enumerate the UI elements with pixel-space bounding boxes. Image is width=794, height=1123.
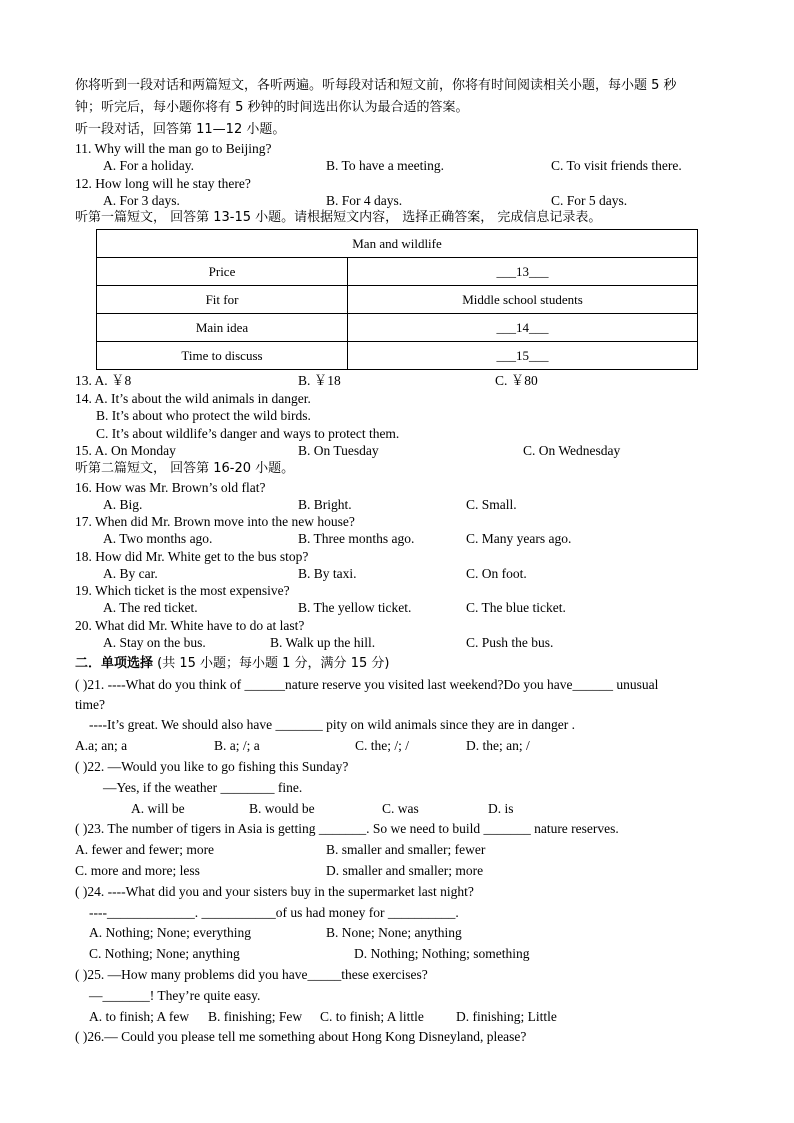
q16-option-c: C. Small. [466, 497, 517, 512]
q23-option-b: B. smaller and smaller; fewer [326, 842, 486, 857]
q25-option-d: D. finishing; Little [456, 1009, 557, 1024]
q23-option-c: C. more and more; less [75, 863, 200, 878]
q24-option-d: D. Nothing; Nothing; something [354, 946, 530, 961]
q18-stem: 18. How did Mr. White get to the bus stop? [75, 549, 309, 564]
q21-option-b: B. a; /; a [214, 738, 260, 753]
passage2-instruction: 听第二篇短文， 回答第 16-20 小题。 [75, 461, 295, 476]
intro-line-1: 你将听到一段对话和两篇短文，各听两遍。听每段对话和短文前，你将有时间阅读相关小题，每小题 5 秒 [75, 78, 677, 93]
section2-heading-wrap [75, 656, 389, 672]
q25-option-b: B. finishing; Few [208, 1009, 303, 1024]
dialogue-instruction: 听一段对话，回答第 11—12 小题。 [75, 122, 286, 137]
q22-line-1: ( )22. —Would you like to go fishing this Sunday? [75, 759, 349, 774]
table-label: Main idea [97, 314, 348, 342]
q12-option-c: C. For 5 days. [551, 193, 628, 208]
table-label: Price [97, 258, 348, 286]
table-label: Time to discuss [97, 342, 348, 370]
q19-stem: 19. Which ticket is the most expensive? [75, 583, 290, 598]
q19-option-a: A. The red ticket. [103, 600, 198, 615]
q24-line-2: ----_____________. ___________of us had money for __________. [89, 905, 459, 920]
table-label: Fit for [97, 286, 348, 314]
q25-option-c: C. to finish; A little [320, 1009, 424, 1024]
q26-line-1: ( )26.— Could you please tell me something about Hong Kong Disneyland, please? [75, 1029, 527, 1044]
table-row [97, 342, 698, 370]
q25-line-2: —_______! They’re quite easy. [89, 988, 261, 1003]
q11-option-b: B. To have a meeting. [326, 158, 445, 173]
q22-option-a: A. will be [131, 801, 185, 816]
q21-line-2: time? [75, 697, 105, 712]
q11-option-a: A. For a holiday. [103, 158, 194, 173]
q21-option-c: C. the; /; / [355, 738, 409, 753]
table-value: ___15___ [348, 342, 698, 370]
q15-option-c: C. On Wednesday [523, 443, 621, 458]
q23-option-a: A. fewer and fewer; more [75, 842, 215, 857]
q16-option-b: B. Bright. [298, 497, 352, 512]
section2-heading: 二．单项选择 [75, 656, 154, 671]
q12-option-b: B. For 4 days. [326, 193, 403, 208]
q20-option-b: B. Walk up the hill. [270, 635, 376, 650]
q18-option-a: A. By car. [103, 566, 158, 581]
q18-option-b: B. By taxi. [298, 566, 357, 581]
q22-option-b: B. would be [249, 801, 315, 816]
q15-option-a: 15. A. On Monday [75, 443, 176, 458]
q16-stem: 16. How was Mr. Brown’s old flat? [75, 480, 266, 495]
table-row [97, 314, 698, 342]
q23-option-d: D. smaller and smaller; more [326, 863, 484, 878]
q14-option-b: B. It’s about who protect the wild birds. [96, 408, 311, 423]
q19-option-c: C. The blue ticket. [466, 600, 566, 615]
q13-option-a: 13. A. ￥8 [75, 373, 132, 388]
q17-option-b: B. Three months ago. [298, 531, 415, 546]
passage1-instruction: 听第一篇短文， 回答第 13-15 小题。请根据短文内容， 选择正确答案， 完成信息记录表。 [75, 210, 602, 225]
q16-option-a: A. Big. [103, 497, 143, 512]
table-row [97, 286, 698, 314]
info-record-table [96, 229, 698, 370]
q22-option-c: C. was [382, 801, 419, 816]
q20-option-a: A. Stay on the bus. [103, 635, 206, 650]
q11-option-c: C. To visit friends there. [551, 158, 682, 173]
q21-option-a: A.a; an; a [75, 738, 128, 753]
q11-stem: 11. Why will the man go to Beijing? [75, 141, 272, 156]
q24-option-a: A. Nothing; None; everything [89, 925, 251, 940]
q13-option-c: C. ￥80 [495, 373, 538, 388]
q21-line-3: ----It’s great. We should also have _______ pity on wild animals since they are in danger . [89, 717, 576, 732]
q14-option-c: C. It’s about wildlife’s danger and ways to protect them. [96, 426, 400, 441]
q22-line-2: —Yes, if the weather ________ fine. [103, 780, 303, 795]
table-value: Middle school students [348, 286, 698, 314]
q14-option-a: 14. A. It’s about the wild animals in danger. [75, 391, 311, 406]
q20-stem: 20. What did Mr. White have to do at last? [75, 618, 305, 633]
table-value: ___13___ [348, 258, 698, 286]
q24-option-b: B. None; None; anything [326, 925, 462, 940]
q24-option-c: C. Nothing; None; anything [89, 946, 240, 961]
q22-option-d: D. is [488, 801, 514, 816]
q17-option-c: C. Many years ago. [466, 531, 572, 546]
q21-option-d: D. the; an; / [466, 738, 530, 753]
q25-line-1: ( )25. —How many problems did you have_____these exercises? [75, 967, 428, 982]
intro-line-2: 钟；听完后，每小题你将有 5 秒钟的时间选出你认为最合适的答案。 [75, 100, 469, 115]
q24-line-1: ( )24. ----What did you and your sisters buy in the supermarket last night? [75, 884, 474, 899]
q17-option-a: A. Two months ago. [103, 531, 213, 546]
q13-option-b: B. ￥18 [298, 373, 341, 388]
q19-option-b: B. The yellow ticket. [298, 600, 412, 615]
q25-option-a: A. to finish; A few [89, 1009, 190, 1024]
q12-option-a: A. For 3 days. [103, 193, 180, 208]
table-row [97, 258, 698, 286]
table-value: ___14___ [348, 314, 698, 342]
q18-option-c: C. On foot. [466, 566, 527, 581]
q21-line-1: ( )21. ----What do you think of ______nature reserve you visited last weekend?Do you have______ unusual [75, 677, 659, 692]
table-title: Man and wildlife [97, 230, 698, 258]
q17-stem: 17. When did Mr. Brown move into the new house? [75, 514, 355, 529]
q12-stem: 12. How long will he stay there? [75, 176, 251, 191]
table-title-row [97, 230, 698, 258]
q20-option-c: C. Push the bus. [466, 635, 554, 650]
q15-option-b: B. On Tuesday [298, 443, 379, 458]
section2-heading-note: (共 15 小题；每小题 1 分，满分 15 分) [153, 656, 390, 671]
q23-line-1: ( )23. The number of tigers in Asia is getting _______. So we need to build _______ nature reserves. [75, 821, 619, 836]
